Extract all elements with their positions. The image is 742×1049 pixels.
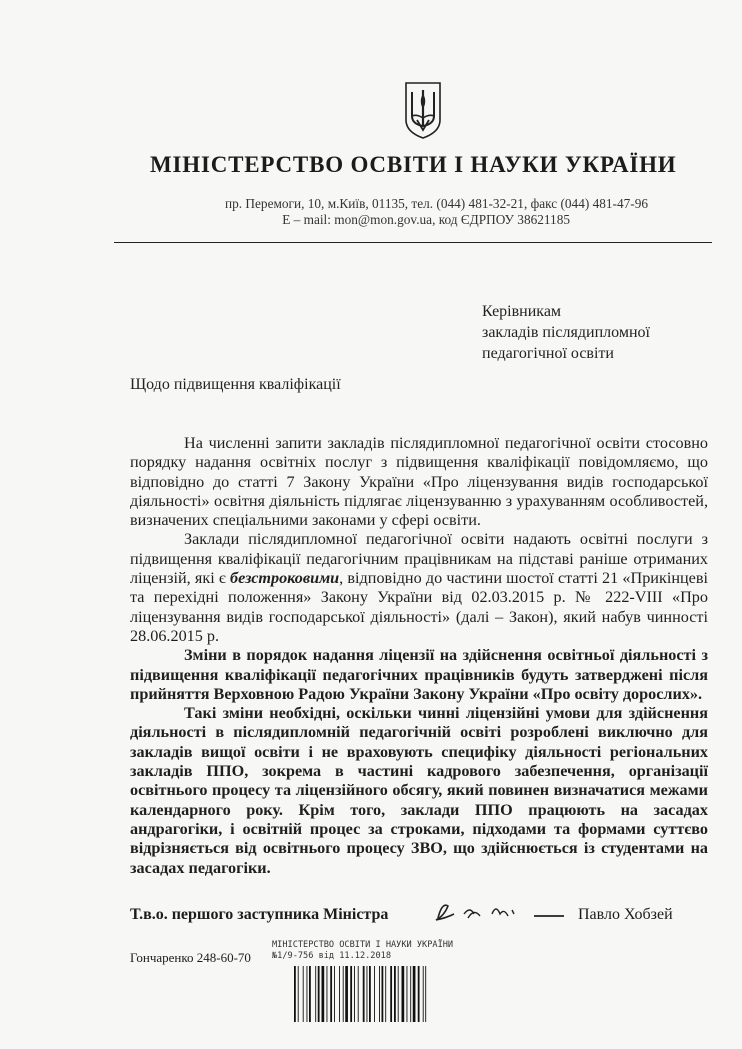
header-divider [114,242,712,243]
body-paragraph-bold: Такі зміни необхідні, оскільки чинні ліцензійні умови для здійснення діяльності в післядипломній педагогічній освіті розроблені виключно для закладів вищої освіти і не враховують специфіку діяльності регіональних закладів ППО, зокрема в частині кадрового забезпечення, організації освітнього процесу та ліцензійного обсягу, який повинен визначатися межами календарного року. Крім того, заклади ППО працюють на засадах андрагогіки, і освітній процес за строками, підходами та формами суттєво відрізняється від освітнього процесу ЗВО, що здійснюється із студентами на засадах педагогіки. [130,704,708,877]
addressee-block [482,301,722,364]
signer-title: Т.в.о. першого заступника Міністра [130,906,389,923]
addressee-line: закладів післядипломної [482,324,650,341]
body-paragraph: На численні запити закладів післядипломної педагогічної освіти стосовно порядку надання освітніх послуг з підвищення кваліфікації повідомляємо, що відповідно до статті 7 Закону України «Про ліцензування видів господарської діяльності» освітня діяльність підлягає ліцензуванню з урахуванням особливостей, визначених спеціальними законами у сфері освіти. [130,434,708,530]
body-emphasis: безстроковими [230,569,340,588]
body-text-span: , відповідно до частини шостої статті 21 «Прикінцеві та перехідні положення» Закону України від 02.03.2015 р. № 222-VIII «Про ліцензування видів господарської діяльності» (далі – Закон), який набув чинності 28.06.2015 р. [130,569,708,645]
trident-emblem-icon [403,80,443,140]
body-paragraph-bold: Зміни в порядок надання ліцензії на здійснення освітньої діяльності з підвищення кваліфікації педагогічних працівників будуть затверджені після прийняття Верховною Радою України Закону України «Про освіту дорослих». [130,646,708,703]
signer-name: Павло Хобзей [578,906,673,923]
body-paragraph [130,530,708,646]
ministry-address: пр. Перемоги, 10, м.Київ, 01135, тел. (044) 481-32-21, факс (044) 481-47-96 [225,196,648,211]
executor-contact: Гончаренко 248-60-70 [130,950,251,965]
addressee-line: Керівникам [482,303,562,320]
barcode-icon [292,966,482,1022]
body-text-span: Заклади післядипломної педагогічної освіти надають освітні послуги з підвищення кваліфікації педагогічним працівникам на підставі раніше отриманих ліцензій, які є [130,530,708,588]
handwritten-signature-icon [430,896,565,924]
registration-number: №1/9-756 від 11.12.2018 [272,951,391,961]
ministry-title: МІНІСТЕРСТВО ОСВІТИ І НАУКИ УКРАЇНИ [150,152,677,177]
registration-org: МІНІСТЕРСТВО ОСВІТИ І НАУКИ УКРАЇНИ [272,940,454,950]
letter-subject: Щодо підвищення кваліфікації [130,376,341,393]
addressee-line: педагогічної освіти [482,345,614,362]
registration-stamp [272,940,453,962]
letter-body [130,434,708,878]
ministry-contacts: E – mail: mon@mon.gov.ua, код ЄДРПОУ 38621185 [282,212,570,227]
